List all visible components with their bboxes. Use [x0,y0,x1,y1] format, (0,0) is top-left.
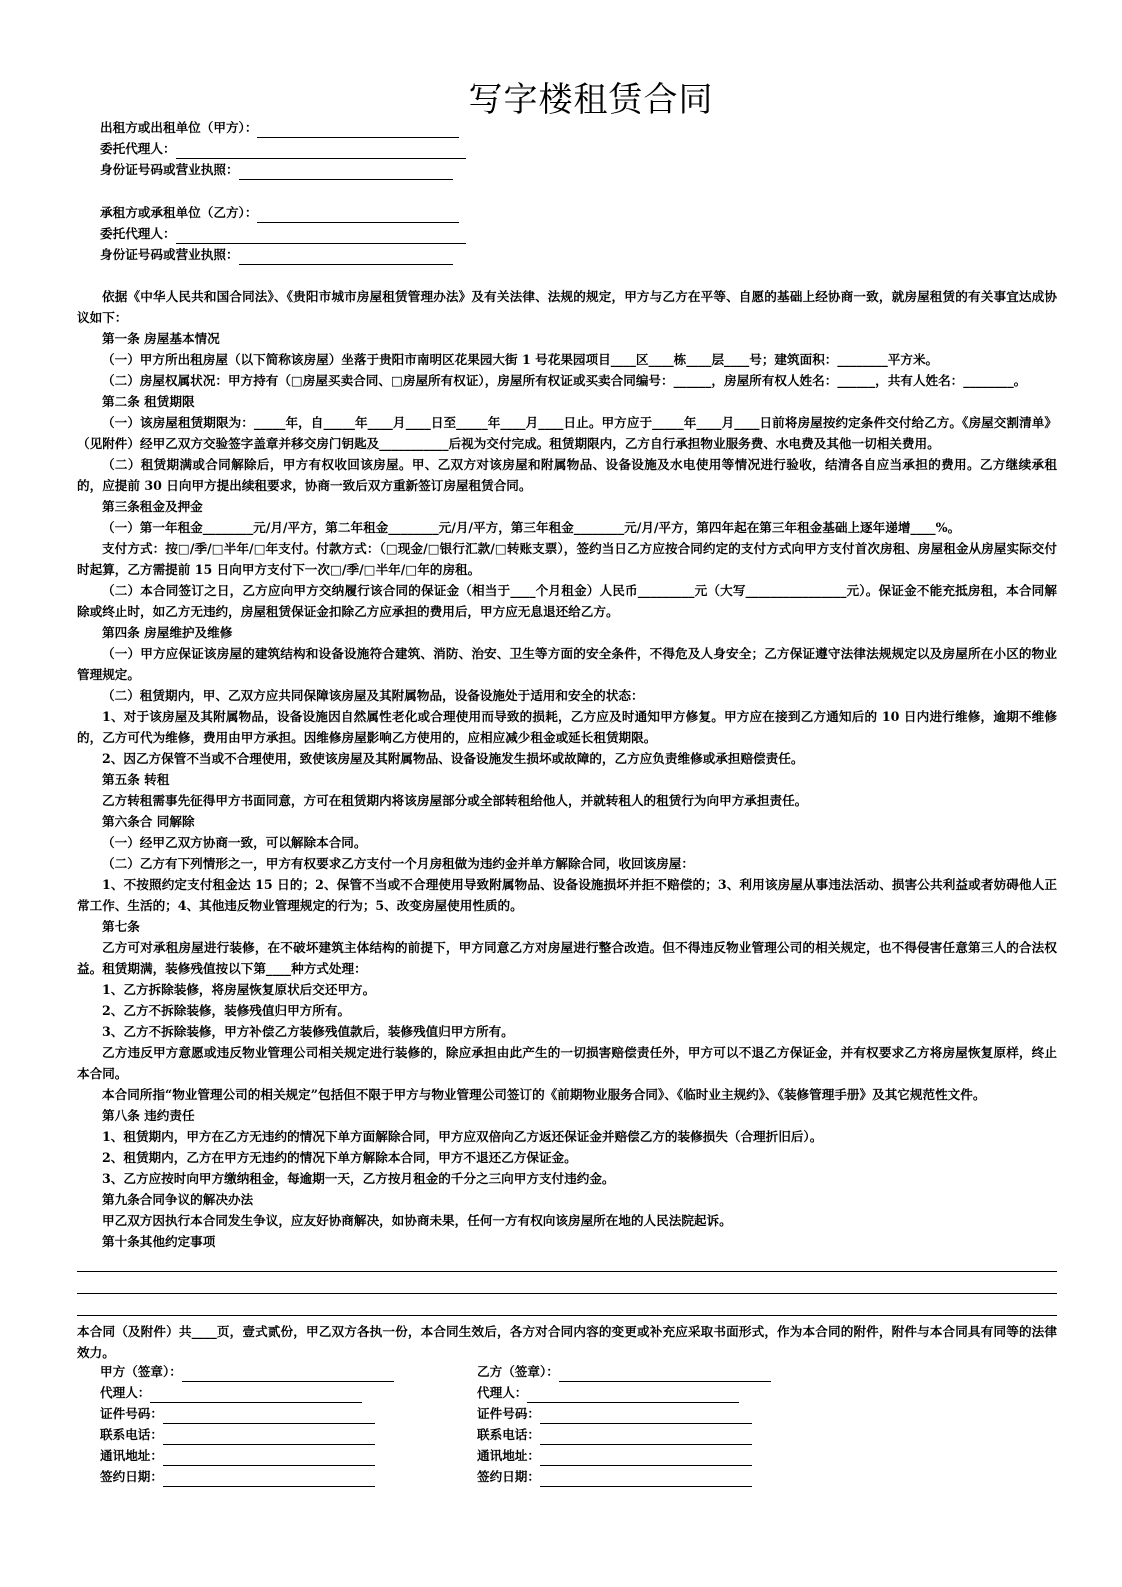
party-b-phone-field [477,1424,752,1445]
article-7-p6: 本合同所指“物业管理公司的相关规定”包括但不限于甲方与物业管理公司签订的《前期物业服务合同》、《临时业主规约》、《装修管理手册》及其它规范性文件。 [102,1087,986,1102]
party-b-address-blank[interactable] [540,1449,752,1466]
party-b-agent-blank[interactable] [527,1386,739,1403]
party-a-address-blank[interactable] [163,1449,375,1466]
lessor-agent-blank[interactable] [176,142,466,159]
article-2-p1: （一）该房屋租赁期限为：_____年，自_____年____月____日至_____年____月____日止。甲方应于_____年____月____日前将房屋按约定条件交付给乙方。《房屋交割清单》（见附件）经甲乙双方交验签字盖章并移交房门钥匙及___________后视为交付完成。租赁期限内，乙方自行承担物业服务费、水电费及其他一切相关费用。 [77,415,1057,451]
article-7-p4: 3、乙方不拆除装修，甲方补偿乙方装修残值款后，装修残值归甲方所有。 [102,1024,514,1039]
party-b-id-blank[interactable] [540,1407,752,1424]
party-a-id-blank[interactable] [163,1407,375,1424]
article-7-p2: 1、乙方拆除装修，将房屋恢复原状后交还甲方。 [102,982,376,997]
other-matters-line-3[interactable] [77,1315,1057,1316]
party-a-phone-field [100,1424,375,1445]
article-6-p1: （一）经甲乙双方协商一致，可以解除本合同。 [102,835,367,850]
party-a-date-blank[interactable] [163,1470,375,1487]
party-a-date-label: 签约日期： [100,1469,163,1484]
party-a-agent-label: 代理人： [100,1385,151,1400]
article-6-title: 第六条合 同解除 [102,814,195,829]
other-matters-line-2[interactable] [77,1293,1057,1294]
article-8-p3: 3、乙方应按时向甲方缴纳租金，每逾期一天，乙方按月租金的千分之三向甲方支付违约金。 [102,1171,615,1186]
party-b-phone-blank[interactable] [540,1428,752,1445]
party-a-agent-field [100,1382,362,1403]
lessee-id-field [100,244,453,265]
party-a-address-label: 通讯地址： [100,1448,163,1463]
article-7-p1: 乙方可对承租房屋进行装修，在不破坏建筑主体结构的前提下，甲方同意乙方对房屋进行整合改造。但不得违反物业管理公司的相关规定，也不得侵害任意第三人的合法权益。租赁期满，装修残值按以下第____种方式处理： [77,940,1057,976]
party-b-agent-label: 代理人： [477,1385,528,1400]
lessee-unit-field [100,202,459,223]
party-a-address-field [100,1445,375,1466]
article-4-p2: （二）租赁期内，甲、乙双方应共同保障该房屋及其附属物品，设备设施处于适用和安全的状态： [102,688,644,703]
party-a-sign-blank[interactable] [182,1365,394,1382]
article-4-p3: 1、对于该房屋及其附属物品，设备设施因自然属性老化或合理使用而导致的损耗，乙方应及时通知甲方修复。甲方应在接到乙方通知后的 10 日内进行维修，逾期不维修的，乙方可代为维修，费用由甲方承担。因维修房屋影响乙方使用的，应相应减少租金或延长租赁期限。 [77,709,1057,745]
party-b-id-field [477,1403,752,1424]
party-b-address-field [477,1445,752,1466]
article-3-p3: （二）本合同签订之日，乙方应向甲方交纳履行该合同的保证金（相当于____个月租金）人民币_________元（大写________________元）。保证金不能充抵房租，本合同解除或终止时，如乙方无违约，房屋租赁保证金扣除乙方应承担的费用后，甲方应无息退还给乙方。 [77,583,1057,619]
article-3-title: 第三条租金及押金 [102,499,203,514]
party-b-agent-field [477,1382,739,1403]
closing-block [77,1321,1057,1363]
article-7-p5: 乙方违反甲方意愿或违反物业管理公司相关规定进行装修的，除应承担由此产生的一切损害赔偿责任外，甲方可以不退乙方保证金，并有权要求乙方将房屋恢复原样，终止本合同。 [77,1045,1057,1081]
article-8-title: 第八条 违约责任 [102,1108,195,1123]
party-b-address-label: 通讯地址： [477,1448,540,1463]
party-b-sign-field [477,1361,771,1382]
article-3-p2: 支付方式：按□/季/□半年/□年支付。付款方式：（□现金/□银行汇款/□转账支票），签约当日乙方应按合同约定的支付方式向甲方支付首次房租、房屋租金从房屋实际交付时起算，乙方需提前 15 日向甲方支付下一次□/季/□半年/□年的房租。 [77,541,1057,577]
article-1-p2: （二）房屋权属状况：甲方持有（□房屋买卖合同、□房屋所有权证），房屋所有权证或买卖合同编号：______，房屋所有权人姓名：______，共有人姓名：________。 [102,373,1027,388]
lessor-id-field [100,159,453,180]
lessor-unit-label: 出租方或出租单位（甲方）： [100,120,258,135]
article-8-p1: 1、租赁期内，甲方在乙方无违约的情况下单方面解除合同，甲方应双倍向乙方返还保证金并赔偿乙方的装修损失（合理折旧后）。 [102,1129,823,1144]
party-a-date-field [100,1466,375,1487]
article-5-p1: 乙方转租需事先征得甲方书面同意，方可在租赁期内将该房屋部分或全部转租给他人，并就转租人的租赁行为向甲方承担责任。 [102,793,808,808]
article-6-p2: （二）乙方有下列情形之一，甲方有权要求乙方支付一个月房租做为违约金并单方解除合同，收回该房屋： [102,856,694,871]
party-b-id-label: 证件号码： [477,1406,540,1421]
article-4-p4: 2、因乙方保管不当或不合理使用，致使该房屋及其附属物品、设备设施发生损坏或故障的，乙方应负责维修或承担赔偿责任。 [102,751,804,766]
lessee-unit-blank[interactable] [257,206,459,223]
party-b-date-blank[interactable] [540,1470,752,1487]
contract-body [77,286,1057,1252]
article-9-p1: 甲乙双方因执行本合同发生争议，应友好协商解决，如协商未果，任何一方有权向该房屋所在地的人民法院起诉。 [102,1213,732,1228]
lessee-id-blank[interactable] [239,248,453,265]
closing-paragraph: 本合同（及附件）共____页，壹式贰份，甲乙双方各执一份，本合同生效后，各方对合同内容的变更或补充应采取书面形式，作为本合同的附件，附件与本合同具有同等的法律效力。 [77,1324,1057,1360]
document-title: 写字楼租赁合同 [468,80,714,120]
party-b-date-label: 签约日期： [477,1469,540,1484]
lessor-unit-blank[interactable] [257,121,459,138]
lessor-agent-field [100,138,466,159]
lessor-id-label: 身份证号码或营业执照： [100,162,239,177]
lessor-agent-label: 委托代理人： [100,141,176,156]
article-2-title: 第二条 租赁期限 [102,394,195,409]
party-a-agent-blank[interactable] [150,1386,362,1403]
lessor-id-blank[interactable] [239,163,453,180]
lessee-agent-label: 委托代理人： [100,226,176,241]
party-a-id-field [100,1403,375,1424]
article-5-title: 第五条 转租 [102,772,170,787]
party-b-sign-label: 乙方（签章）： [477,1364,559,1379]
article-3-p1: （一）第一年租金________元/月/平方，第二年租金________元/月/平方，第三年租金________元/月/平方，第四年起在第三年租金基础上逐年递增____%。 [102,520,961,535]
party-b-sign-blank[interactable] [559,1365,771,1382]
article-2-p2: （二）租赁期满或合同解除后，甲方有权收回该房屋。甲、乙双方对该房屋和附属物品、设备设施及水电使用等情况进行验收，结清各自应当承担的费用。乙方继续承租的，应提前 30 日向甲方提出续租要求，协商一致后双方重新签订房屋租赁合同。 [77,457,1057,493]
article-8-p2: 2、租赁期内，乙方在甲方无违约的情况下单方解除本合同，甲方不退还乙方保证金。 [102,1150,577,1165]
article-6-p3: 1、不按照约定支付租金达 15 日的；2、保管不当或不合理使用导致附属物品、设备设施损坏并拒不赔偿的；3、利用该房屋从事违法活动、损害公共利益或者妨碍他人正常工作、生活的；4、其他违反物业管理规定的行为；5、改变房屋使用性质的。 [77,877,1057,913]
article-10-title: 第十条其他约定事项 [102,1234,216,1249]
lessee-agent-field [100,223,466,244]
article-7-p3: 2、乙方不拆除装修，装修残值归甲方所有。 [102,1003,351,1018]
article-7-title: 第七条 [102,919,140,934]
lessee-id-label: 身份证号码或营业执照： [100,247,239,262]
other-matters-line-1[interactable] [77,1271,1057,1272]
party-b-date-field [477,1466,752,1487]
lessee-unit-label: 承租方或承租单位（乙方）： [100,205,258,220]
article-1-title: 第一条 房屋基本情况 [102,331,220,346]
article-1-p1: （一）甲方所出租房屋（以下简称该房屋）坐落于贵阳市南明区花果园大街 1 号花果园项目____区____栋____层____号；建筑面积：________平方米。 [102,352,939,367]
article-9-title: 第九条合同争议的解决办法 [102,1192,254,1207]
intro-paragraph: 依据《中华人民共和国合同法》、《贵阳市城市房屋租赁管理办法》及有关法律、法规的规定，甲方与乙方在平等、自愿的基础上经协商一致，就房屋租赁的有关事宜达成协议如下： [77,289,1057,325]
lessor-unit-field [100,117,459,138]
article-4-title: 第四条 房屋维护及维修 [102,625,233,640]
article-4-p1: （一）甲方应保证该房屋的建筑结构和设备设施符合建筑、消防、治安、卫生等方面的安全条件，不得危及人身安全；乙方保证遵守法律法规规定以及房屋所在小区的物业管理规定。 [77,646,1057,682]
party-a-id-label: 证件号码： [100,1406,163,1421]
party-a-phone-label: 联系电话： [100,1427,163,1442]
party-b-phone-label: 联系电话： [477,1427,540,1442]
party-a-phone-blank[interactable] [163,1428,375,1445]
party-a-sign-field [100,1361,394,1382]
lessee-agent-blank[interactable] [176,227,466,244]
party-a-sign-label: 甲方（签章）： [100,1364,182,1379]
